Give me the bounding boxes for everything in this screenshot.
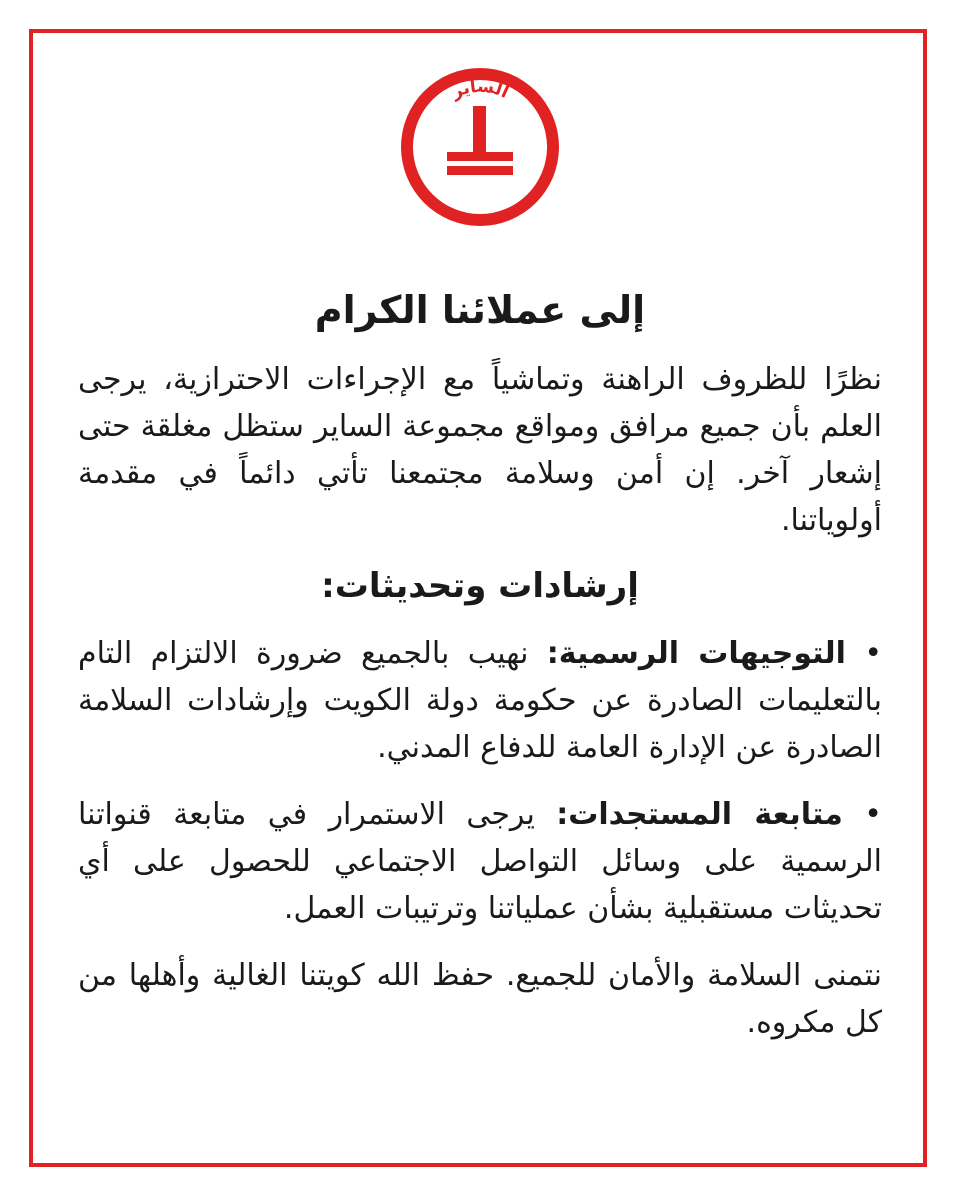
bullet-follow-updates: [78, 791, 882, 932]
bullet-marker: •: [864, 636, 883, 671]
notice-heading: إلى عملائنا الكرام: [314, 288, 646, 332]
intro-paragraph: نظرًا للظروف الراهنة وتماشياً مع الإجراءات الاحترازية، يرجى العلم بأن جميع مرافق ومواقع مجموعة الساير ستظل مغلقة حتى إشعار آخر. إن أمن وسلامة مجتمعنا تأتي دائماً في مقدمة أولوياتنا.: [78, 362, 882, 538]
guidelines-heading: إرشادات وتحديثات:: [321, 566, 639, 606]
logo-arabic-text: الساير: [448, 76, 512, 103]
notice-body: [78, 284, 882, 1046]
bullet-marker: •: [864, 797, 882, 832]
alsayer-logo: [397, 64, 563, 230]
bullet-text: نهيب بالجميع ضرورة الالتزام التام بالتعليمات الصادرة عن حكومة دولة الكويت وإرشادات السلامة الصادرة عن الإدارة العامة للدفاع المدني.: [78, 636, 882, 765]
alsayer-logo-mark: [397, 64, 563, 230]
bullet-official-directives: [78, 630, 882, 771]
bullet-lead: متابعة المستجدات:: [556, 797, 843, 832]
logo-latin-text: ALSAYER: [435, 182, 525, 217]
bullet-text: يرجى الاستمرار في متابعة قنواتنا الرسمية على وسائل التواصل الاجتماعي للحصول على أي تحديثات مستقبلية بشأن عملياتنا وترتيبات العمل.: [78, 797, 882, 926]
closing-paragraph: نتمنى السلامة والأمان للجميع. حفظ الله كويتنا الغالية وأهلها من كل مكروه.: [78, 958, 882, 1040]
bullet-lead: التوجيهات الرسمية:: [546, 636, 846, 671]
